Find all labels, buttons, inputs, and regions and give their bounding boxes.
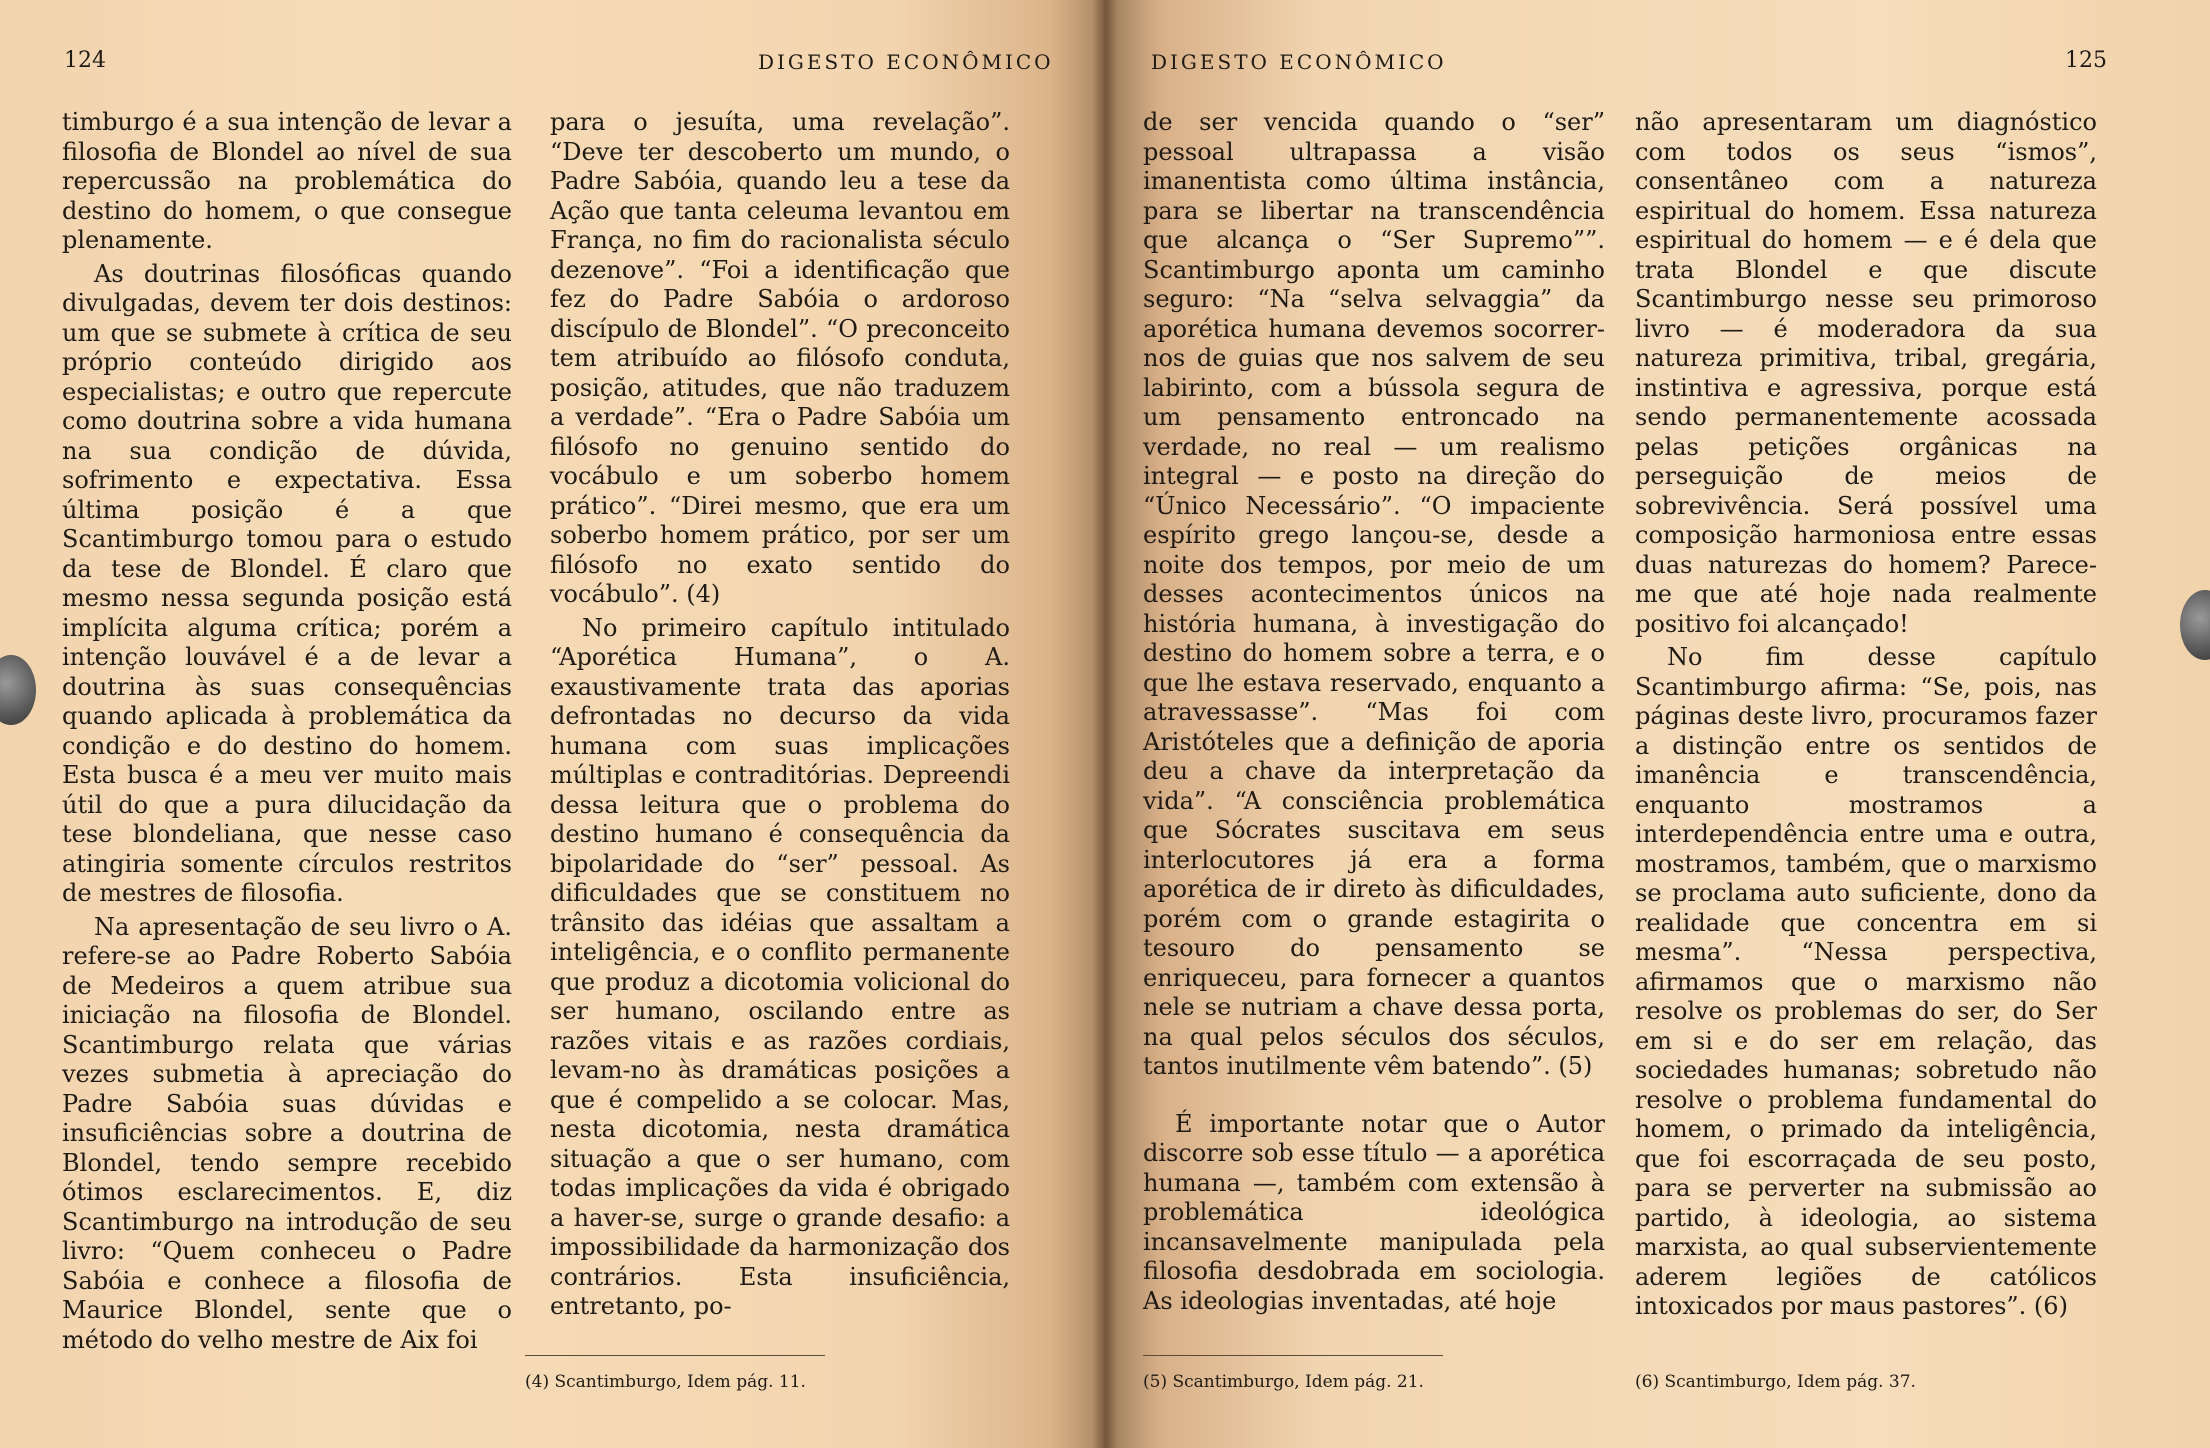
paragraph: para o jesuíta, uma revelação”. “Deve ter descoberto um mundo, o Padre Sabóia, quando leu a tese da Ação que tanta celeuma levantou em França, no fim do racionalista século dezenove”. “Foi a identificação que fez do Padre Sabóia o ardoroso discípulo de Blondel”. “O preconceito tem atribuído ao filósofo conduta, posição, atitudes, que não traduzem a verdade”. “Era o Padre Sabóia um filósofo no genuino sentido do vocábulo e um soberbo homem prático”. “Direi mesmo, que era um soberbo homem prático, por ser um filósofo no exato sentido do vocábulo”. (4) [550, 108, 1010, 608]
binder-ring-right [2180, 590, 2210, 660]
paragraph: timburgo é a sua intenção de levar a filosofia de Blondel ao nível de sua repercussão na problemática do destino do homem, o que consegue plenamente. [62, 108, 512, 254]
running-header-right: DIGESTO ECONÔMICO [1151, 50, 1447, 74]
paragraph: No primeiro capítulo intitulado “Aporética Humana”, o A. exaustivamente trata das aporias defrontadas no decurso da vida humana com suas implicações múltiplas e contraditórias. Depreendi dessa leitura que o problema do destino humano é consequência da bipolaridade do “ser” pessoal. As dificuldades que se constituem no trânsito das idéias que assaltam a inteligência, e o conflito permanente que produz a dicotomia volicional do ser humano, oscilando entre as razões vitais e as razões cordiais, levam-no às dramáticas posições a que é compelido a se colocar. Mas, nesta dicotomia, nesta dramática situação a que o ser humano, com todas implicações da vida é obrigado a haver-se, surge o grande desafio: a impossibilidade da harmonização dos contrários. Esta insuficiência, entretanto, po- [550, 613, 1010, 1320]
footnote-rule-left [525, 1355, 825, 1356]
book-gutter [1092, 0, 1118, 1448]
paragraph: Na apresentação de seu livro o A. refere-se ao Padre Roberto Sabóia de Medeiros a quem atribue sua iniciação na filosofia de Blondel. Scantimburgo relata que várias vezes submetia à apreciação do Padre Sabóia suas dúvidas e insuficiências sobre a doutrina de Blondel, tendo sempre recebido ótimos esclarecimentos. E, diz Scantimburgo na introdução de seu livro: “Quem conheceu o Padre Sabóia e conhece a filosofia de Maurice Blondel, sente que o método do velho mestre de Aix foi [62, 912, 512, 1354]
paragraph: de ser vencida quando o “ser” pessoal ultrapassa a visão imanentista como última instância, para se libertar na transcendência que alcança o “Ser Supremo””. Scantimburgo aponta um caminho seguro: “Na “selva selvaggia” da aporética humana devemos socorrer-nos de guias que nos salvem de seu labirinto, com a bússola segura de um pensamento entroncado na verdade, no real — um realismo integral — e posto na direção do “Único Necessário”. “O impaciente espírito grego lançou-se, desde a noite dos tempos, por meio de um desses acontecimentos únicos na história humana, à investigação do destino do homem sobre a terra, e o que lhe estava reservado, enquanto a atravessasse”. “Mas foi com Aristóteles que a definição de aporia deu a chave da interpretação da vida”. “A consciência problemática que Sócrates suscitava em seus interlocutores já era a forma aporética de ir direto às dificuldades, porém com o grande estagirita o tesouro do pensamento se enriqueceu, para fornecer a quantos nele se nutriam a chave dessa porta, na qual pelos séculos dos séculos, tantos inutilmente vêm batendo”. (5) [1143, 108, 1605, 1080]
page-number-left: 124 [64, 48, 106, 73]
paragraph: não apresentaram um diagnóstico com todos os seus “ismos”, consentâneo com a natureza espiritual do homem. Essa natureza espiritual do homem — e é dela que trata Blondel e que discute Scantimburgo nesse seu primoroso livro — é moderadora da sua natureza primitiva, tribal, gregária, instintiva e agressiva, porque está sendo permanentemente acossada pelas petições orgânicas na perseguição de meios de sobrevivência. Será possível uma composição harmoniosa entre essas duas naturezas do homem? Parece-me que até hoje nada realmente positivo foi alcançado! [1635, 108, 2097, 638]
running-header-left: DIGESTO ECONÔMICO [758, 50, 1054, 74]
footnote-4: (4) Scantimburgo, Idem pág. 11. [525, 1372, 806, 1392]
footnote-5: (5) Scantimburgo, Idem pág. 21. [1143, 1372, 1424, 1392]
binder-ring-left [0, 655, 36, 725]
left-column-2 [550, 108, 1010, 1322]
left-column-1 [62, 108, 512, 1355]
page-number-right: 125 [2065, 48, 2107, 73]
paragraph: As doutrinas filosóficas quando divulgadas, devem ter dois destinos: um que se submete à crítica de seu próprio conteúdo dirigido aos especialistas; e outro que repercute como doutrina sobre a vida humana na sua condição de dúvida, sofrimento e expectativa. Essa última posição é a que Scantimburgo tomou para o estudo da tese de Blondel. É claro que mesmo nessa segunda posição está implícita alguma crítica; porém a intenção louvável é a de levar a doutrina às suas consequências quando aplicada à problemática da condição e do destino do homem. Esta busca é a meu ver muito mais útil do que a pura dilucidação da tese blondeliana, que nesse caso atingiria somente círculos restritos de mestres de filosofia. [62, 259, 512, 907]
footnote-rule-right [1143, 1355, 1443, 1356]
right-column-2 [1635, 108, 2097, 1322]
paragraph: No fim desse capítulo Scantimburgo afirma: “Se, pois, nas páginas deste livro, procuramos fazer a distinção entre os sentidos de imanência e transcendência, enquanto mostramos a interdependência entre uma e outra, mostramos, também, que o marxismo se proclama auto suficiente, dono da realidade que concentra em si mesma”. “Nessa perspectiva, afirmamos que o marxismo não resolve os problemas do ser, do Ser em si e do ser em relação, das sociedades humanas; sobretudo não resolve o problema fundamental do homem, o primado da inteligência, que foi escorraçada de seu posto, para se perverter na submissão ao partido, à ideologia, ao sistema marxista, ao qual subservientemente aderem legiões de católicos intoxicados por maus pastores”. (6) [1635, 643, 2097, 1320]
right-page [1105, 0, 2210, 1448]
right-column-1 [1143, 108, 1605, 1316]
paragraph: É importante notar que o Autor discorre sob esse título — a aporética humana —, também com extensão à problemática ideológica incansavelmente manipulada pela filosofia desdobrada em sociologia. As ideologias inventadas, até hoje [1143, 1109, 1605, 1315]
footnote-6: (6) Scantimburgo, Idem pág. 37. [1635, 1372, 1916, 1392]
